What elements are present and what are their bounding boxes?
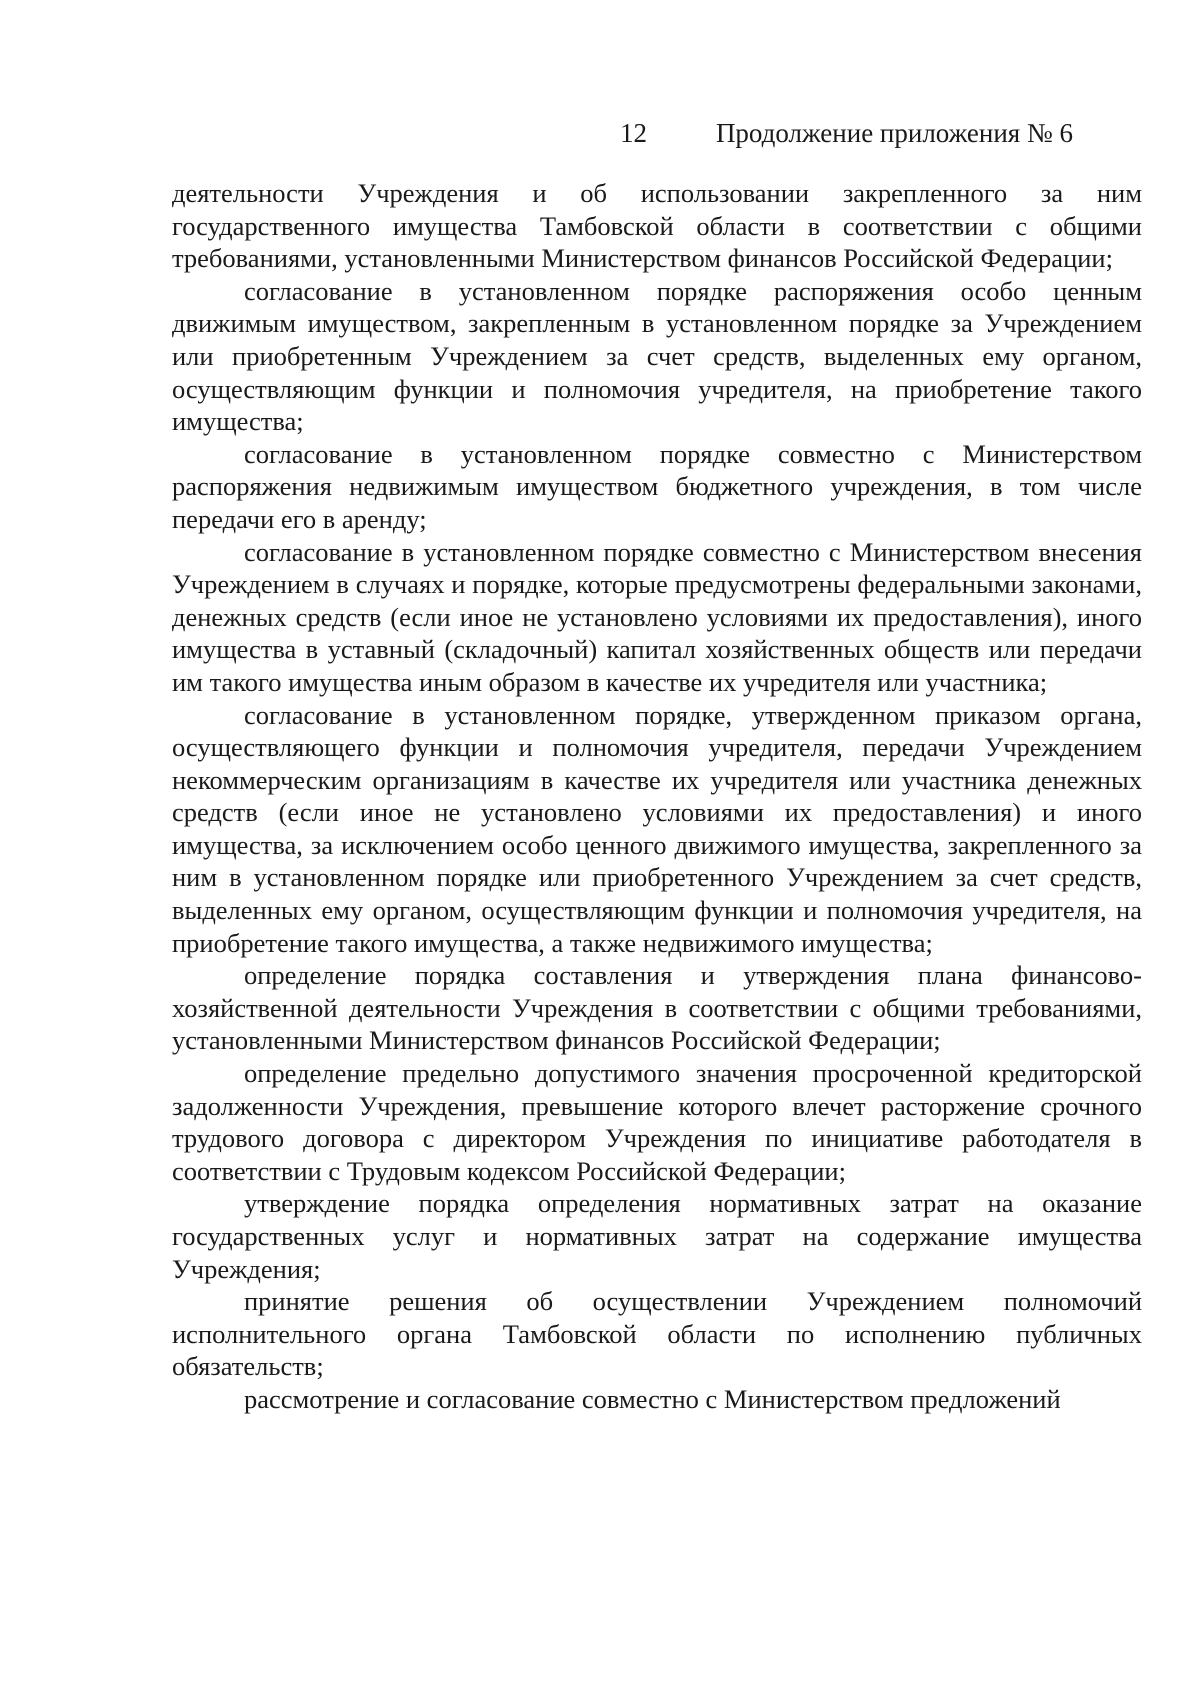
paragraph: утверждение порядка определения нормативных затрат на оказание государственных услуг и нормативных затрат на содержание имущества Учреждения;	[172, 1188, 1142, 1284]
paragraph: принятие решения об осуществлении Учреждением полномочий исполнительного органа Тамбовской области по исполнению публичных обязательств;	[172, 1286, 1142, 1382]
paragraph: согласование в установленном порядке совместно с Министерством распоряжения недвижимым имуществом бюджетного учреждения, в том числе передачи его в аренду;	[172, 438, 1142, 534]
document-body	[172, 177, 1142, 1416]
continuation-label: Продолжение приложения № 6	[715, 118, 1073, 148]
paragraph: согласование в установленном порядке распоряжения особо ценным движимым имуществом, закрепленным в установленном порядке за Учреждением или приобретенным Учреждением за счет средств, выделенных ему органом, осуществляющим функции и полномочия учредителя, на приобретение такого имущества;	[172, 275, 1142, 437]
page-number: 12	[620, 118, 647, 148]
page-header	[0, 116, 1200, 150]
paragraph: согласование в установленном порядке совместно с Министерством внесения Учреждением в случаях и порядке, которые предусмотрены федеральными законами, денежных средств (если иное не установлено условиями их предоставления), иного имущества в уставный (складочный) капитал хозяйственных обществ или передачи им такого имущества иным образом в качестве их учредителя или участника;	[172, 536, 1142, 697]
paragraph-truncated: рассмотрение и согласование совместно с Министерством предложений	[244, 1383, 1061, 1414]
paragraph-continued: деятельности Учреждения и об использовании закрепленного за ним государственного имущества Тамбовской области в соответствии с общими требованиями, установленными Министерством финансов Российской Федерации;	[172, 178, 1142, 274]
paragraph: определение порядка составления и утверждения плана финансово-хозяйственной деятельности Учреждения в соответствии с общими требованиями, установленными Министерством финансов Российской Федерации;	[172, 960, 1142, 1056]
paragraph: согласование в установленном порядке, утвержденном приказом органа, осуществляющего функции и полномочия учредителя, передачи Учреждением некоммерческим организациям в качестве их учредителя или участника денежных средств (если иное не установлено условиями их предоставления) и иного имущества, за исключением особо ценного движимого имущества, закрепленного за ним в установленном порядке или приобретенного Учреждением за счет средств, выделенных ему органом, осуществляющим функции и полномочия учредителя, на приобретение такого имущества, а также недвижимого имущества;	[172, 699, 1142, 958]
paragraph: определение предельно допустимого значения просроченной кредиторской задолженности Учреждения, превышение которого влечет расторжение срочного трудового договора с директором Учреждения по инициативе работодателя в соответствии с Трудовым кодексом Российской Федерации;	[172, 1058, 1142, 1186]
